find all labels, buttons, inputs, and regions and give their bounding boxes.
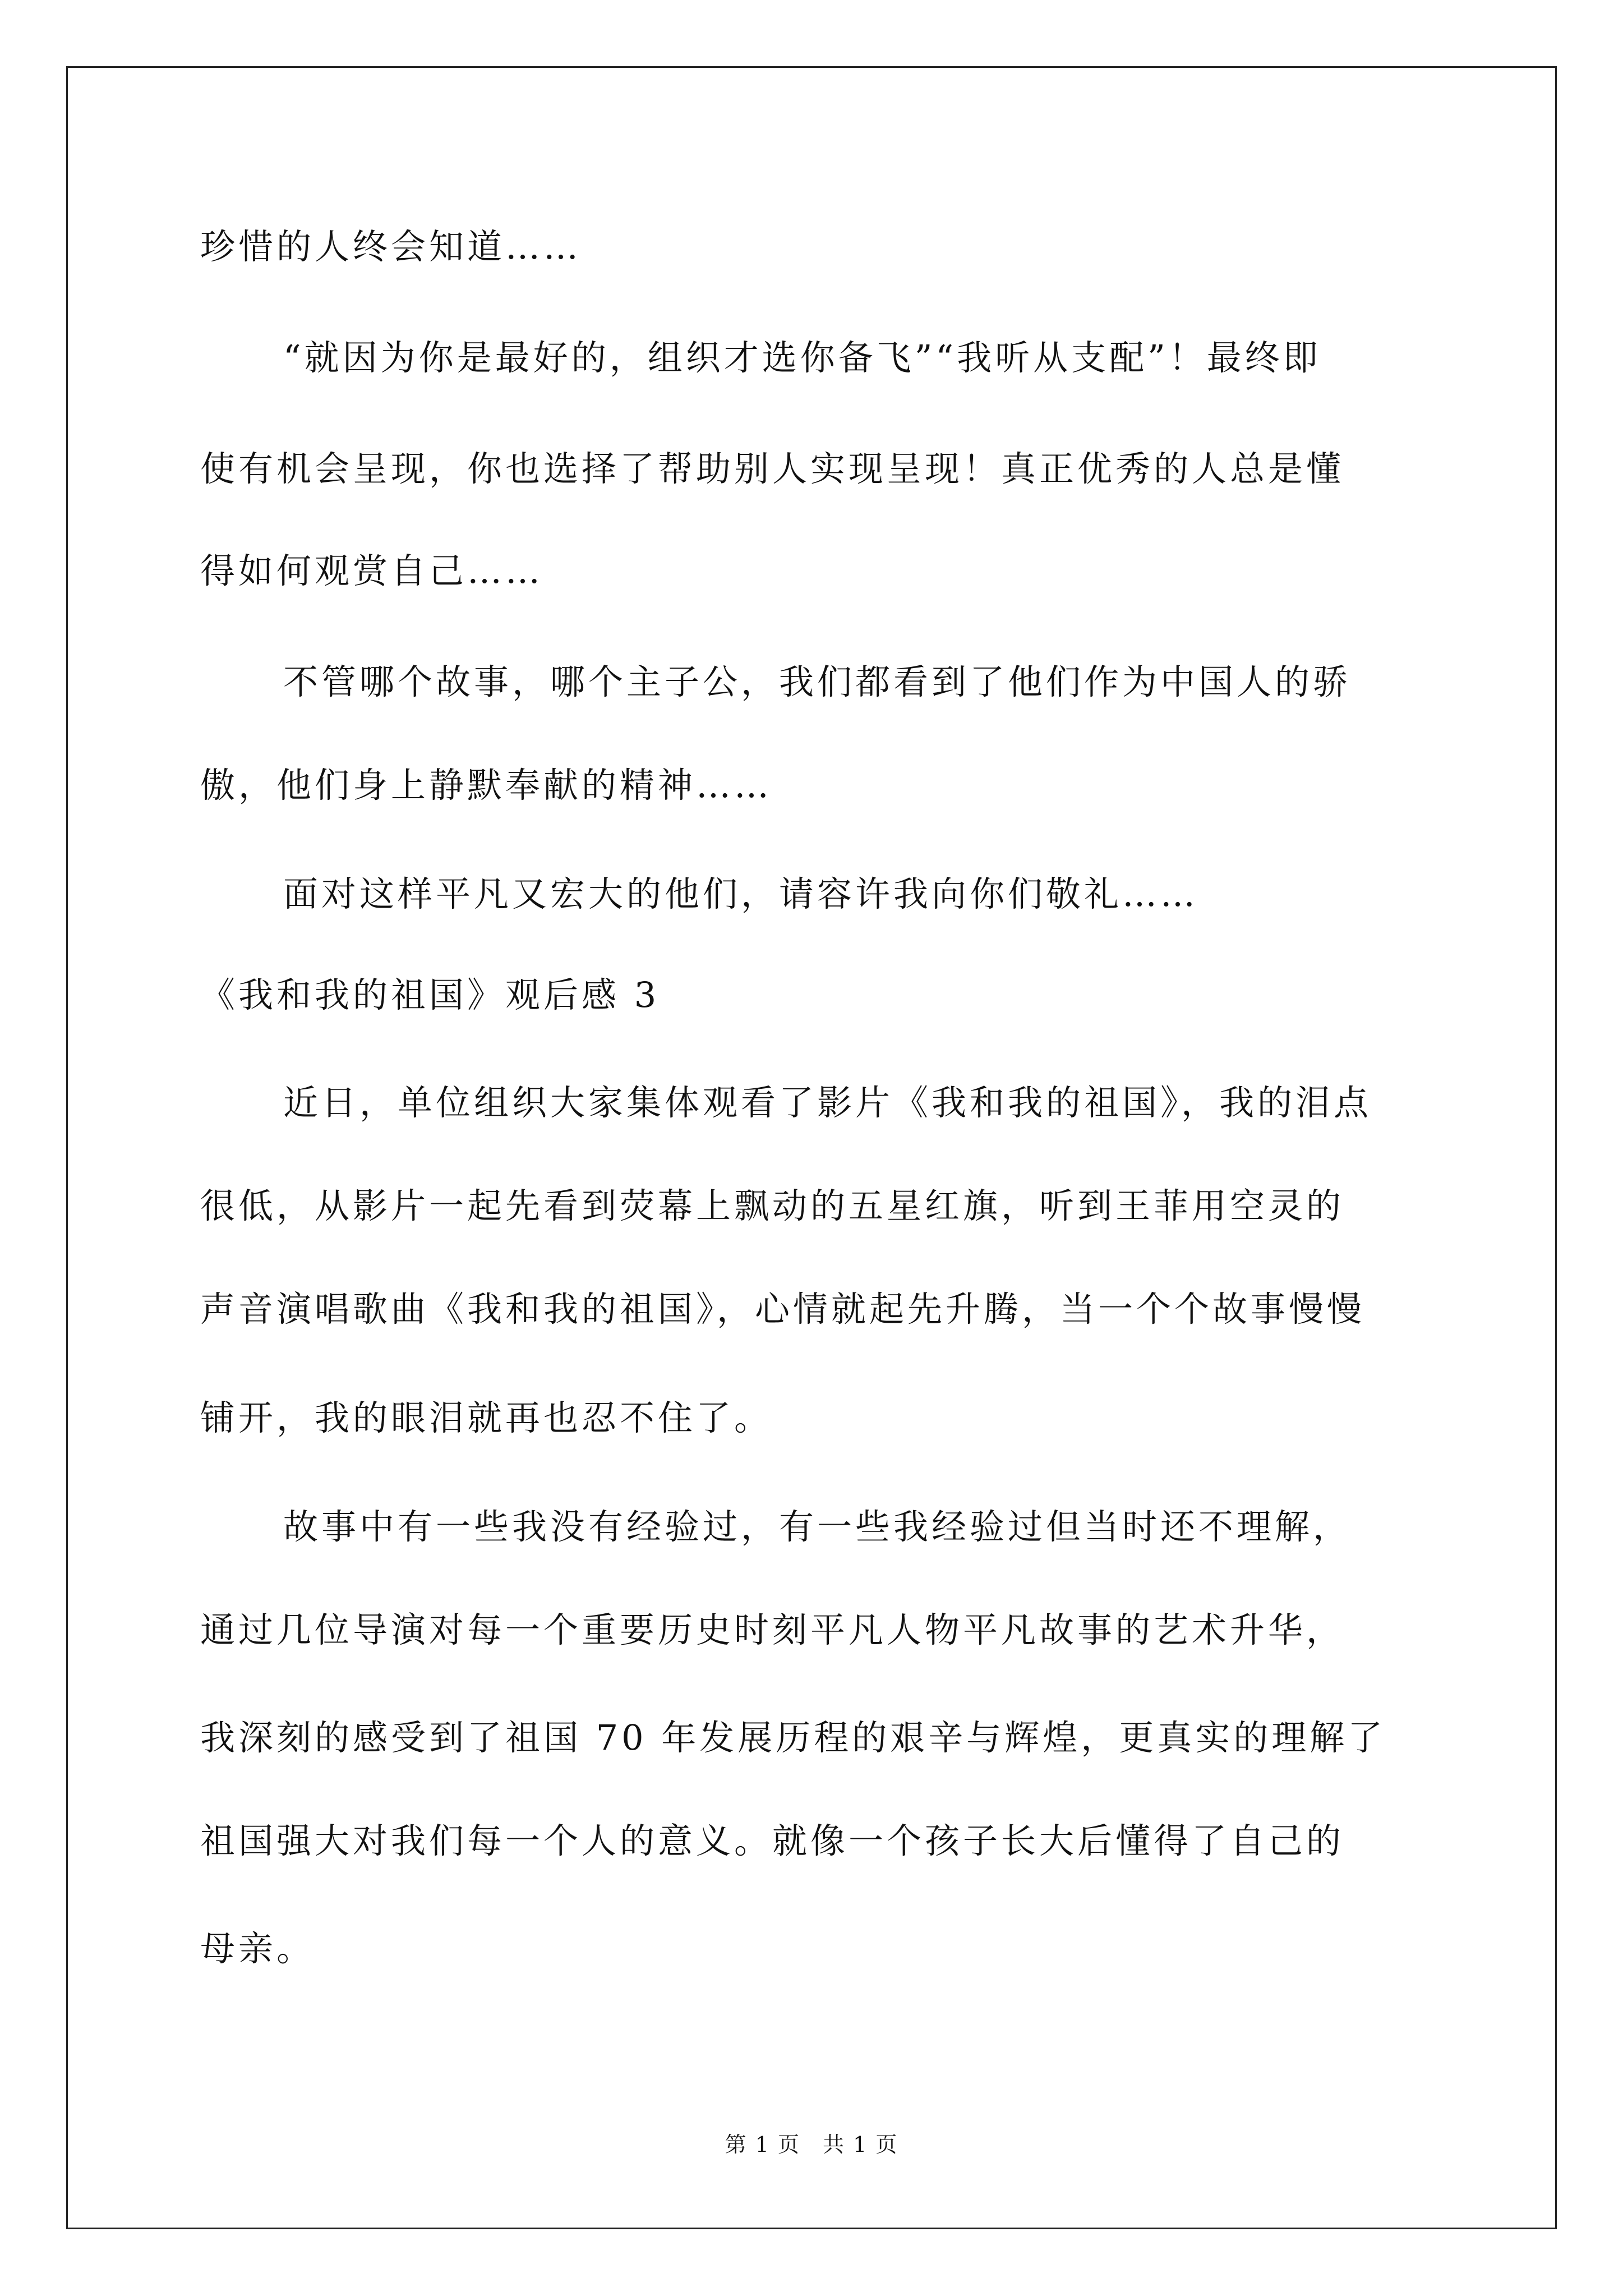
paragraph-line: 铺开，我的眼泪就再也忍不住了。 [200,1397,773,1438]
paragraph-line: 声音演唱歌曲《我和我的祖国》，心情就起先升腾，当一个个故事慢慢 [200,1289,1366,1329]
paragraph-line: 傲，他们身上静默奉献的精神…… [200,765,773,806]
paragraph-line: 面对这样平凡又宏大的他们，请容许我向你们敬礼…… [283,873,1199,914]
paragraph-line: 祖国强大对我们每一个人的意义。就像一个孩子长大后懂得了自己的 [200,1820,1345,1861]
paragraph-line: 使有机会呈现，你也选择了帮助别人实现呈现！真正优秀的人总是懂 [200,448,1345,489]
page-number-footer: 第 1 页 共 1 页 [725,2132,898,2157]
paragraph-line: “就因为你是最好的，组织才选你备飞”“我听从支配”！最终即 [283,337,1321,378]
paragraph-line: 故事中有一些我没有经验过，有一些我经验过但当时还不理解， [283,1506,1352,1547]
paragraph-line: 母亲。 [200,1928,315,1969]
paragraph-line: 近日，单位组织大家集体观看了影片《我和我的祖国》，我的泪点 [283,1082,1372,1123]
paragraph-line: 珍惜的人终会知道…… [200,226,582,267]
paragraph-line: 不管哪个故事，哪个主子公，我们都看到了他们作为中国人的骄 [283,661,1352,702]
paragraph-line: 很低，从影片一起先看到荧幕上飘动的五星红旗，听到王菲用空灵的 [200,1185,1345,1226]
paragraph-line: 得如何观赏自己…… [200,550,544,591]
paragraph-line: 我深刻的感受到了祖国 70 年发展历程的艰辛与辉煌，更真实的理解了 [200,1717,1386,1758]
section-heading: 《我和我的祖国》观后感 3 [200,974,660,1015]
page-border [66,66,1557,2229]
paragraph-line: 通过几位导演对每一个重要历史时刻平凡人物平凡故事的艺术升华， [200,1609,1345,1650]
